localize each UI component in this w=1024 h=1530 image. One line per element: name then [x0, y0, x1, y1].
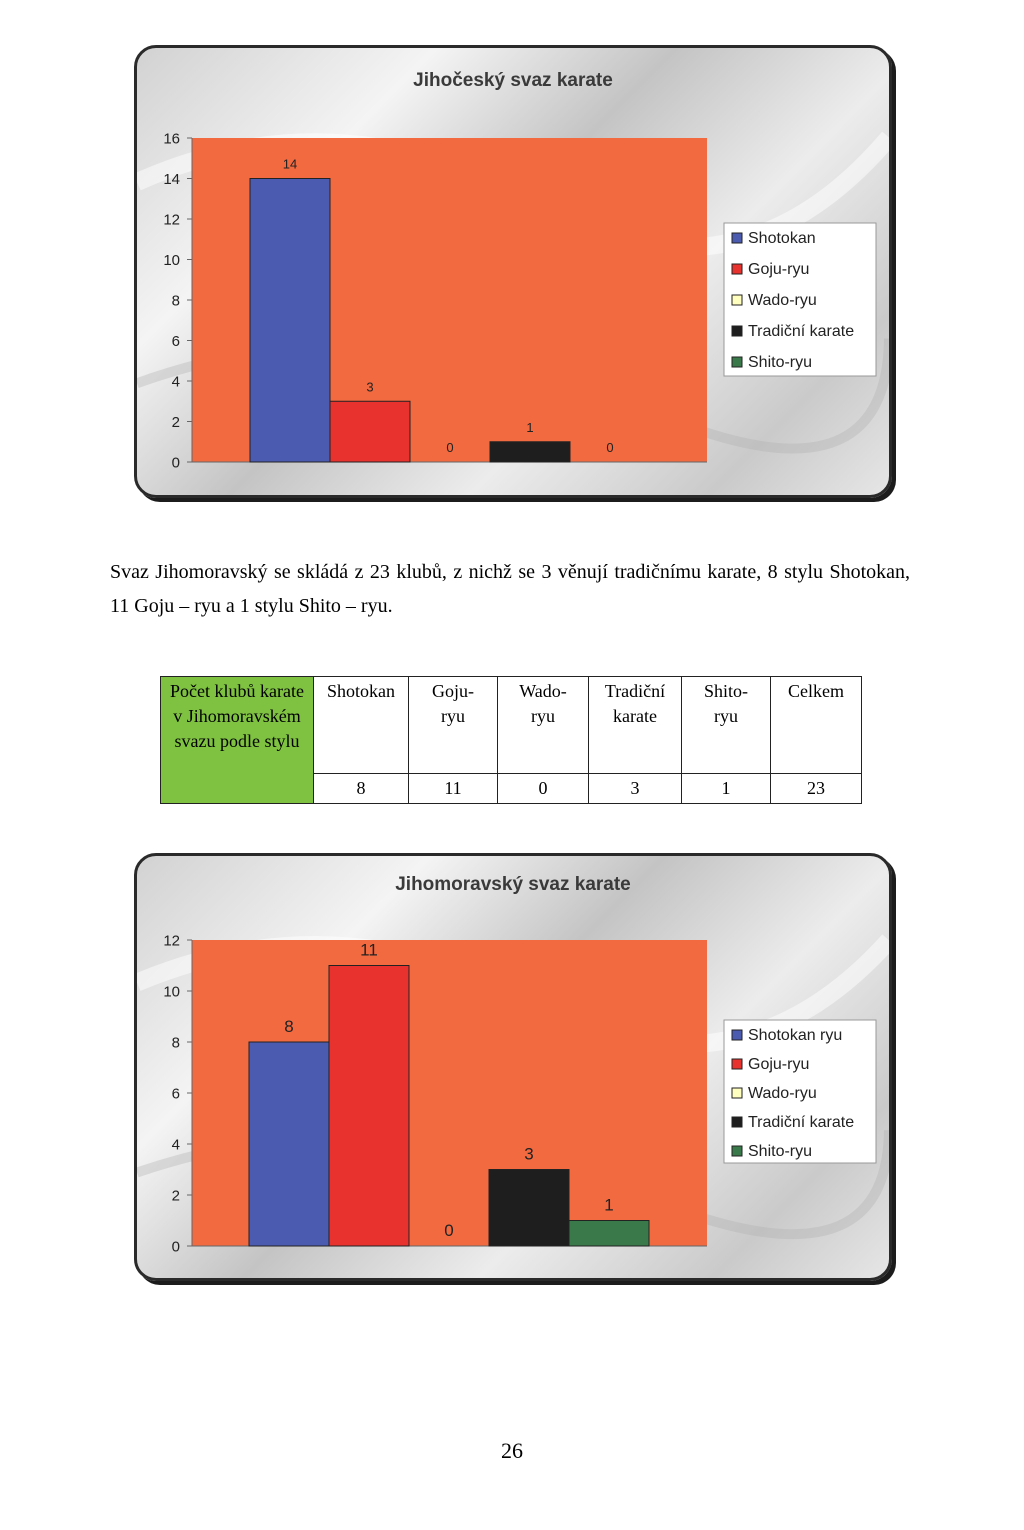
legend-entry: Shotokan: [748, 230, 816, 247]
legend-entry: Tradiční karate: [748, 323, 855, 340]
table-row: [161, 677, 862, 774]
y-tick-label: 12: [163, 211, 180, 229]
table-value-cell: 1: [682, 774, 771, 804]
data-label: 8: [284, 1017, 294, 1036]
chart-jihomoravsky: [134, 853, 892, 1281]
data-label: 11: [360, 940, 378, 960]
table-lead-cell: Počet klubů karate v Jihomoravském svazu podle stylu: [161, 677, 314, 804]
y-tick-label: 6: [171, 1085, 180, 1103]
legend-entry: Shito-ryu: [748, 1143, 813, 1160]
bar: [250, 179, 330, 463]
bar: [490, 442, 570, 462]
y-tick-label: 4: [171, 373, 180, 391]
y-tick-label: 6: [171, 332, 180, 350]
data-label: 0: [444, 1221, 454, 1240]
legend-swatch: [732, 1146, 742, 1156]
legend-swatch: [732, 233, 742, 243]
table-header-cell: Goju- ryu: [409, 677, 498, 774]
legend-entry: Wado-ryu: [748, 1085, 817, 1102]
table-value-cell: 23: [771, 774, 862, 804]
table-value-cell: 0: [498, 774, 589, 804]
data-label: 1: [526, 419, 534, 435]
table-value-cell: 11: [409, 774, 498, 804]
legend-swatch: [732, 1030, 742, 1040]
legend-swatch: [732, 1059, 742, 1069]
data-label: 14: [282, 156, 298, 172]
table-value-cell: 3: [589, 774, 682, 804]
legend-entry: Wado-ryu: [748, 292, 817, 309]
data-label: 0: [606, 440, 614, 455]
data-label: 0: [446, 440, 454, 455]
table-header-cell: Celkem: [771, 677, 862, 774]
y-tick-label: 4: [171, 1136, 180, 1154]
clubs-table: [160, 676, 862, 804]
y-tick-label: 10: [163, 251, 180, 269]
legend-entry: Tradiční karate: [748, 1114, 855, 1131]
legend-swatch: [732, 357, 742, 367]
table-header-cell: Tradiční karate: [589, 677, 682, 774]
legend-swatch: [732, 264, 742, 274]
data-label: 3: [366, 379, 374, 395]
table-header-cell: Shotokan: [314, 677, 409, 774]
table-header-cell: Shito- ryu: [682, 677, 771, 774]
bar: [329, 966, 409, 1247]
bar: [249, 1042, 329, 1246]
table-header-cell: Wado- ryu: [498, 677, 589, 774]
y-tick-label: 0: [171, 454, 180, 472]
y-tick-label: 0: [171, 1238, 180, 1256]
legend-entry: Goju-ryu: [748, 261, 810, 278]
y-tick-label: 2: [171, 413, 180, 431]
legend-swatch: [732, 326, 742, 336]
y-tick-label: 8: [171, 1034, 180, 1052]
chart-jihocesky-svg: [137, 48, 889, 495]
legend-entry: Shito-ryu: [748, 354, 813, 371]
legend-entry: Shotokan ryu: [748, 1027, 843, 1044]
legend-swatch: [732, 1117, 742, 1127]
y-tick-label: 10: [163, 983, 180, 1001]
page-number: 26: [501, 1438, 523, 1463]
legend-swatch: [732, 1088, 742, 1098]
data-label: 3: [524, 1144, 534, 1164]
data-label: 1: [604, 1195, 614, 1215]
chart-title: Jihočeský svaz karate: [413, 70, 613, 91]
y-tick-label: 12: [163, 932, 180, 950]
y-tick-label: 14: [163, 170, 180, 188]
bar: [330, 401, 410, 462]
chart-jihomoravsky-svg: [137, 856, 889, 1278]
legend-entry: Goju-ryu: [748, 1056, 810, 1073]
bar: [569, 1221, 649, 1247]
y-tick-label: 2: [171, 1187, 180, 1205]
table-value-cell: 8: [314, 774, 409, 804]
chart-jihocesky: [134, 45, 892, 498]
chart-title: Jihomoravský svaz karate: [395, 874, 631, 895]
y-tick-label: 16: [163, 130, 180, 148]
body-paragraph: Svaz Jihomoravský se skládá z 23 klubů, z nichž se 3 věnují tradičnímu karate, 8 stylu Shotokan, 11 Goju – ryu a 1 stylu Shito – ryu.: [110, 561, 910, 617]
bar: [489, 1170, 569, 1247]
y-tick-label: 8: [171, 292, 180, 310]
legend-swatch: [732, 295, 742, 305]
